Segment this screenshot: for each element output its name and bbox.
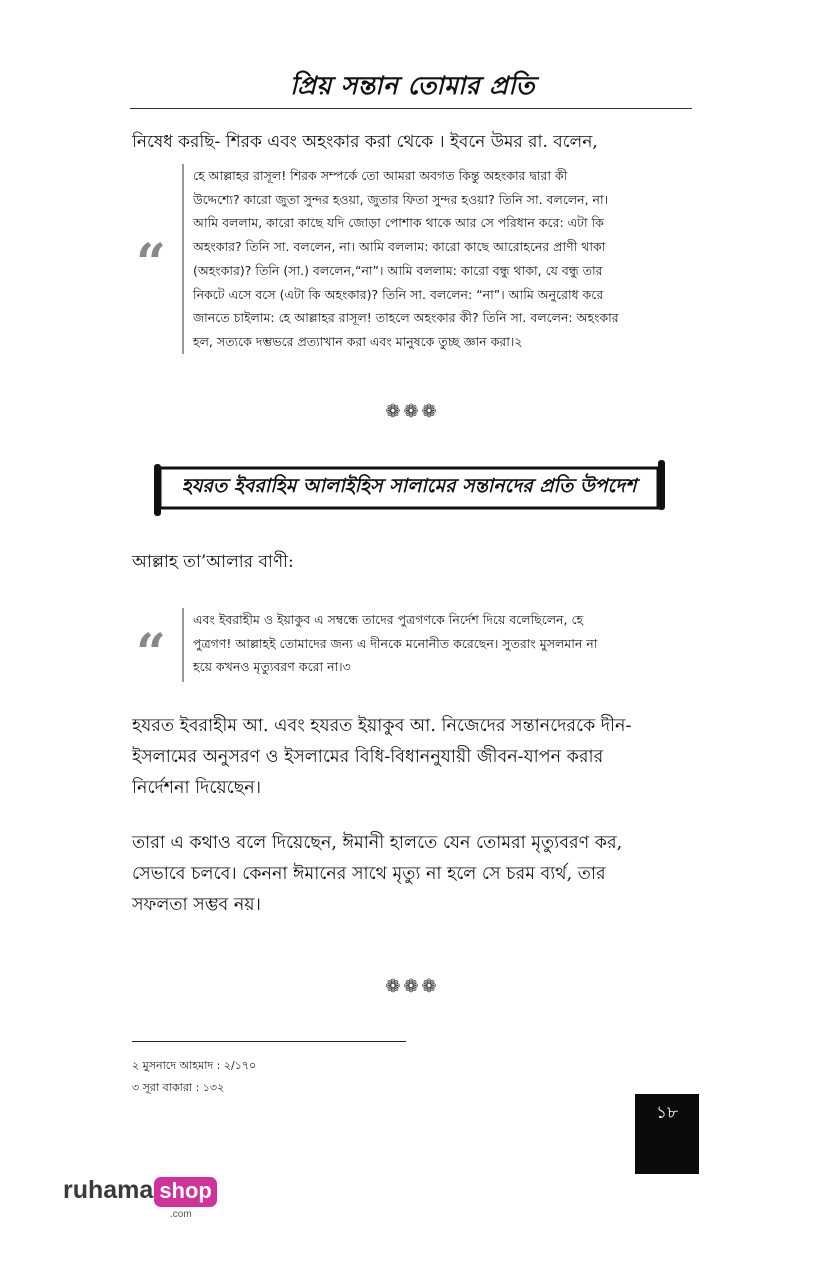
section-title-banner	[152, 460, 666, 516]
quote-line: (অহংকার)? তিনি (সা.) বললেন,“না”। আমি বললাম: কারো বন্ধু থাকা, যে বন্ধু তার	[193, 262, 603, 278]
quote-mark-icon: “	[136, 623, 166, 684]
logo-com-text: .com	[170, 1209, 192, 1220]
quote-line: আমি বললাম, কারো কাছে যদি জোড়া পোশাক থাকে আর সে পরিধান করে: এটা কি	[193, 215, 604, 231]
ruhamashop-logo	[63, 1176, 217, 1220]
quote-line: এবং ইবরাহীম ও ইয়াকুব এ সম্বন্ধে তাদের পুত্রগণকে নির্দেশ দিয়ে বলেছিলেন, হে	[193, 612, 584, 627]
paragraph-line: ইসলামের অনুসরণ ও ইসলামের বিধি-বিধাননুযায়ী জীবন-যাপন করার	[132, 747, 604, 767]
hadith-quote-block	[182, 164, 683, 354]
footnote: ৩ সূরা বাকারা : ১৩২	[132, 1081, 225, 1094]
quote-line: পুত্রগণ! আল্লাহই তোমাদের জন্য এ দীনকে মনোনীত করেছেন। সুতরাং মুসলমান না	[193, 635, 598, 651]
paragraph-line: হযরত ইবরাহীম আ. এবং হযরত ইয়াকুব আ. নিজেদের সন্তানদেরকে দীন-	[132, 716, 632, 736]
section-divider-ornament: ❁❁❁	[385, 401, 440, 422]
quote-line: অহংকার? তিনি সা. বললেন, না। আমি বললাম: কারো কাছে আরোহনের প্রাণী থাকা	[193, 239, 606, 255]
lead-text: আল্লাহ তা’আলার বাণী:	[132, 552, 294, 572]
logo-ruhama-text: ruhama	[63, 1176, 154, 1204]
footnote-rule	[132, 1041, 406, 1042]
quote-line: নিকটে এসে বসে (এটা কি অহংকার)? তিনি সা. বললেন: “না”। আমি অনুরোধ করে	[193, 286, 604, 302]
section-divider-ornament: ❁❁❁	[385, 976, 440, 997]
paragraph-line: নির্দেশনা দিয়েছেন।	[132, 778, 261, 798]
intro-paragraph: নিষেধ করছি- শিরক এবং অহংকার করা থেকে । ইবনে উমর রা. বলেন,	[132, 132, 598, 152]
header-rule	[130, 108, 692, 109]
quran-quote-block	[182, 608, 683, 682]
quote-line: হে আল্লাহর রাসূল! শিরক সম্পর্কে তো আমরা অবগত কিন্তু অহংকার দ্বারা কী	[193, 168, 568, 183]
quote-line: জানতে চাইলাম: হে আল্লাহর রাসূল! তাহলে অহংকার কী? তিনি সা. বললেন: অহংকার	[193, 310, 619, 326]
paragraph-line: সফলতা সম্ভব নয়।	[132, 895, 261, 915]
paragraph-line: সেভাবে চলবে। কেননা ঈমানের সাথে মৃত্যু না হলে সে চরম ব্যর্থ, তার	[132, 864, 606, 884]
paragraph-line: তারা এ কথাও বলে দিয়েছেন, ঈমানী হালতে যেন তোমরা মৃত্যুবরণ কর,	[132, 833, 623, 853]
quote-mark-icon: “	[136, 233, 166, 294]
body-paragraph	[132, 828, 692, 921]
quote-line: হল, সত্যকে দম্ভভরে প্রত্যাখান করা এবং মানুষকে তুচ্ছ জ্ঞান করা।২	[193, 333, 523, 349]
footnote: ২ মুসনাদে আহমাদ : ২/১৭০	[132, 1059, 257, 1072]
banner-title: হযরত ইবরাহিম আলাইহিস সালামের সন্তানদের প্রতি উপদেশ	[181, 475, 637, 497]
quote-line: উদ্দেশ্যে? কারো জুতা সুন্দর হওয়া, জুতার ফিতা সুন্দর হওয়া? তিনি সা. বললেন, না।	[193, 191, 609, 207]
logo-shop-badge: shop	[154, 1177, 217, 1207]
page-number: ১৮	[655, 1103, 679, 1123]
page-number-box	[635, 1094, 699, 1174]
quote-line: হয়ে কখনও মৃত্যুবরণ করো না।৩	[193, 659, 351, 675]
body-paragraph	[132, 711, 692, 804]
running-header-title: প্রিয় সন্তান তোমার প্রতি	[290, 71, 535, 100]
